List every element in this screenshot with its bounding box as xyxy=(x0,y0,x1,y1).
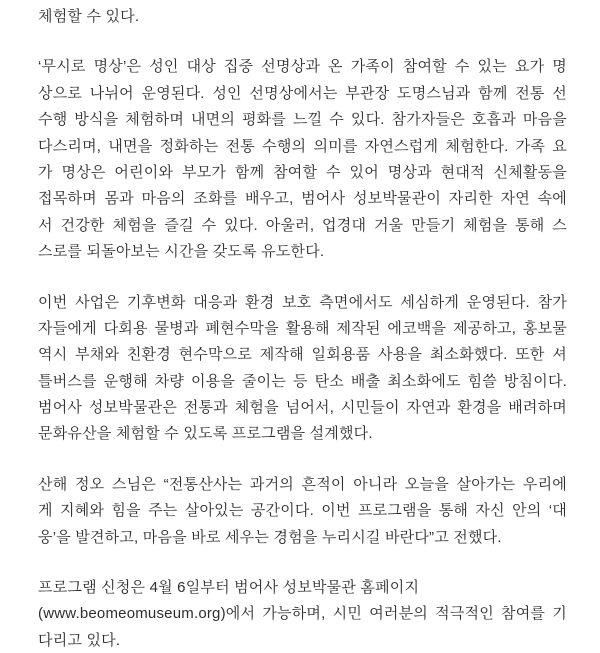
text-line: 역시 부채와 친환경 현수막으로 제작해 일회용품 사용을 최소화했다. 또한 셔 xyxy=(38,346,567,364)
text-line: 체험할 수 있다. xyxy=(38,8,140,25)
text-line: 상으로 나뉘어 운영된다. 성인 선명상에서는 부관장 도명스님과 함께 전통 선 xyxy=(38,84,567,102)
paragraph xyxy=(38,575,567,653)
text-line: 이번 사업은 기후변화 대응과 환경 보호 측면에서도 세심하게 운영된다. 참가 xyxy=(38,293,567,311)
text-line: 다스리며, 내면을 정화하는 전통 수행의 의미를 자연스럽게 체험한다. 가족 요 xyxy=(38,137,567,155)
text-line: 범어사 성보박물관은 전통과 체험을 넘어서, 시민들이 자연과 환경을 배려하며 xyxy=(38,399,567,417)
paragraph xyxy=(38,4,567,30)
text-line: 산해 정오 스님은 “전통산사는 과거의 흔적이 아니라 오늘을 살아가는 우리에 xyxy=(38,475,567,493)
text-line: (www.beomeomuseum.org)에서 가능하며, 시민 여러분의 적극적인 참여를 기 xyxy=(38,605,567,623)
text-line: 수행 방식을 체험하며 내면의 평화를 느낄 수 있다. 참가자들은 호흡과 마음을 xyxy=(38,111,567,129)
text-line: 가 명상은 어린이와 부모가 함께 참여할 수 있어 명상과 현대적 신체활동을 xyxy=(38,163,567,181)
text-line: 스로를 되돌아보는 시간을 갖도록 유도한다. xyxy=(38,243,325,261)
paragraph xyxy=(38,472,567,551)
paragraph xyxy=(38,54,567,265)
text-line: 다리고 있다. xyxy=(38,631,121,649)
text-line: 문화유산을 체험할 수 있도록 프로그램을 설계했다. xyxy=(38,425,373,443)
text-line: ‘무시로 명상’은 성인 대상 집중 선명상과 온 가족이 참여할 수 있는 요가 명 xyxy=(38,58,567,76)
paragraph xyxy=(38,290,567,448)
text-line: 프로그램 신청은 4월 6일부터 범어사 성보박물관 홈페이지 xyxy=(38,579,420,597)
text-line: 게 지혜와 힘을 주는 살아있는 공간이다. 이번 프로그램을 통해 자신 안의 ‘대 xyxy=(38,502,567,520)
text-line: 웅’을 발견하고, 마음을 바로 세우는 경험을 누리시길 바란다”고 전했다. xyxy=(38,528,502,546)
text-line: 자들에게 다회용 물병과 폐현수막을 활용해 제작된 에코백을 제공하고, 홍보물 xyxy=(38,319,567,337)
text-line: 틀버스를 운행해 차량 이용을 줄이는 등 탄소 배출 최소화에도 힘쓸 방침이다. xyxy=(38,372,567,390)
text-line: 서 건강한 체험을 즐길 수 있다. 아울러, 업경대 거울 만들기 체험을 통해 스 xyxy=(38,216,567,234)
text-line: 접목하며 몸과 마음의 조화를 배우고, 범어사 성보박물관이 자리한 자연 속에 xyxy=(38,190,567,208)
